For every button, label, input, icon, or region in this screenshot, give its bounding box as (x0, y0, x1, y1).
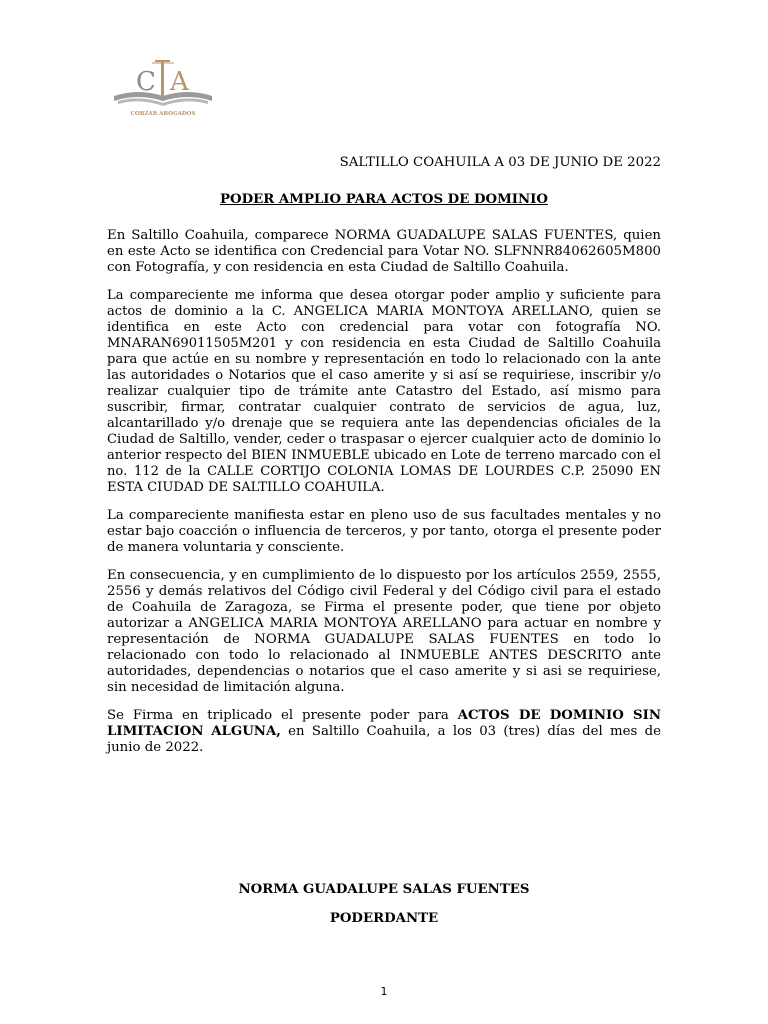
signer-name: NORMA GUADALUPE SALAS FUENTES (238, 882, 530, 897)
law-firm-logo (108, 44, 218, 124)
paragraph-legal-basis: En consecuencia, y en cumplimiento de lo dispuesto por los artículos 2559, 2555, 2556 y demás relativos del Código civil Federal y del Código civil para el estado de Coahuila de Zaragoza, se Firma el presente poder, que tiene por objeto autorizar a ANGELICA MARIA MONTOYA ARELLANO para actuar en nombre y representación de NORMA GUADALUPE SALAS FUENTES en todo lo relacionado con todo lo relacionado al INMUEBLE ANTES DESCRITO ante autoridades, dependencias o notarios que el caso amerite y si asi se requiriese, sin necesidad de limitación alguna. (107, 568, 661, 695)
closing-text-after: en Saltillo Coahuila, a los 03 (tres) días del mes de junio de 2022. (107, 724, 661, 755)
logo-monogram-right: A (170, 67, 189, 97)
closing-text-before: Se Firma en triplicado el presente poder para (107, 708, 458, 723)
paragraph-appearance: En Saltillo Coahuila, comparece NORMA GUADALUPE SALAS FUENTES, quien en este Acto se identifica con Credencial para Votar NO. SLFNNR84062605M800 con Fotografía, y con residencia en esta Ciudad de Saltillo Coahuila. (107, 228, 661, 275)
page-number: 1 (380, 985, 388, 998)
closing-text-bold: ACTOS DE DOMINIO SIN LIMITACION ALGUNA, (107, 708, 661, 739)
paragraph-closing (107, 708, 661, 756)
logo-caption: COBZAR ABOGADOS (130, 111, 196, 117)
paragraph-capacity: La compareciente manifiesta estar en pleno uso de sus facultades mentales y no estar bajo coacción o influencia de terceros, y por tanto, otorga el presente poder de manera voluntaria y consciente. (107, 508, 661, 555)
paragraph-power-grant: La compareciente me informa que desea otorgar poder amplio y suficiente para actos de dominio a la C. ANGELICA MARIA MONTOYA ARELLANO, quien se identifica en este Acto con credencial para votar con fotografía NO. MNARAN69011505M201 y con residencia en esta Ciudad de Saltillo Coahuila para que actúe en su nombre y representación en todo lo relacionado con la ante las autoridades o Notarios que el caso amerite y si así se requiriese, inscribir y/o realizar cualquier tipo de trámite ante Catastro del Estado, así mismo para suscribir, firmar, contratar cualquier contrato de servicios de agua, luz, alcantarillado y/o drenaje que se requiera ante las dependencias oficiales de la Ciudad de Saltillo, vender, ceder o traspasar o ejercer cualquier acto de dominio lo anterior respecto del BIEN INMUEBLE ubicado en Lote de terreno marcado con el no. 112 de la CALLE CORTIJO COLONIA LOMAS DE LOURDES C.P. 25090 EN ESTA CIUDAD DE SALTILLO COAHUILA. (107, 288, 661, 495)
signer-role: PODERDANTE (329, 911, 439, 926)
logo-monogram-left: C (136, 67, 156, 97)
document-body (107, 228, 661, 768)
document-date: SALTILLO COAHUILA A 03 DE JUNIO DE 2022 (339, 155, 661, 170)
document-title: PODER AMPLIO PARA ACTOS DE DOMINIO (219, 192, 548, 207)
